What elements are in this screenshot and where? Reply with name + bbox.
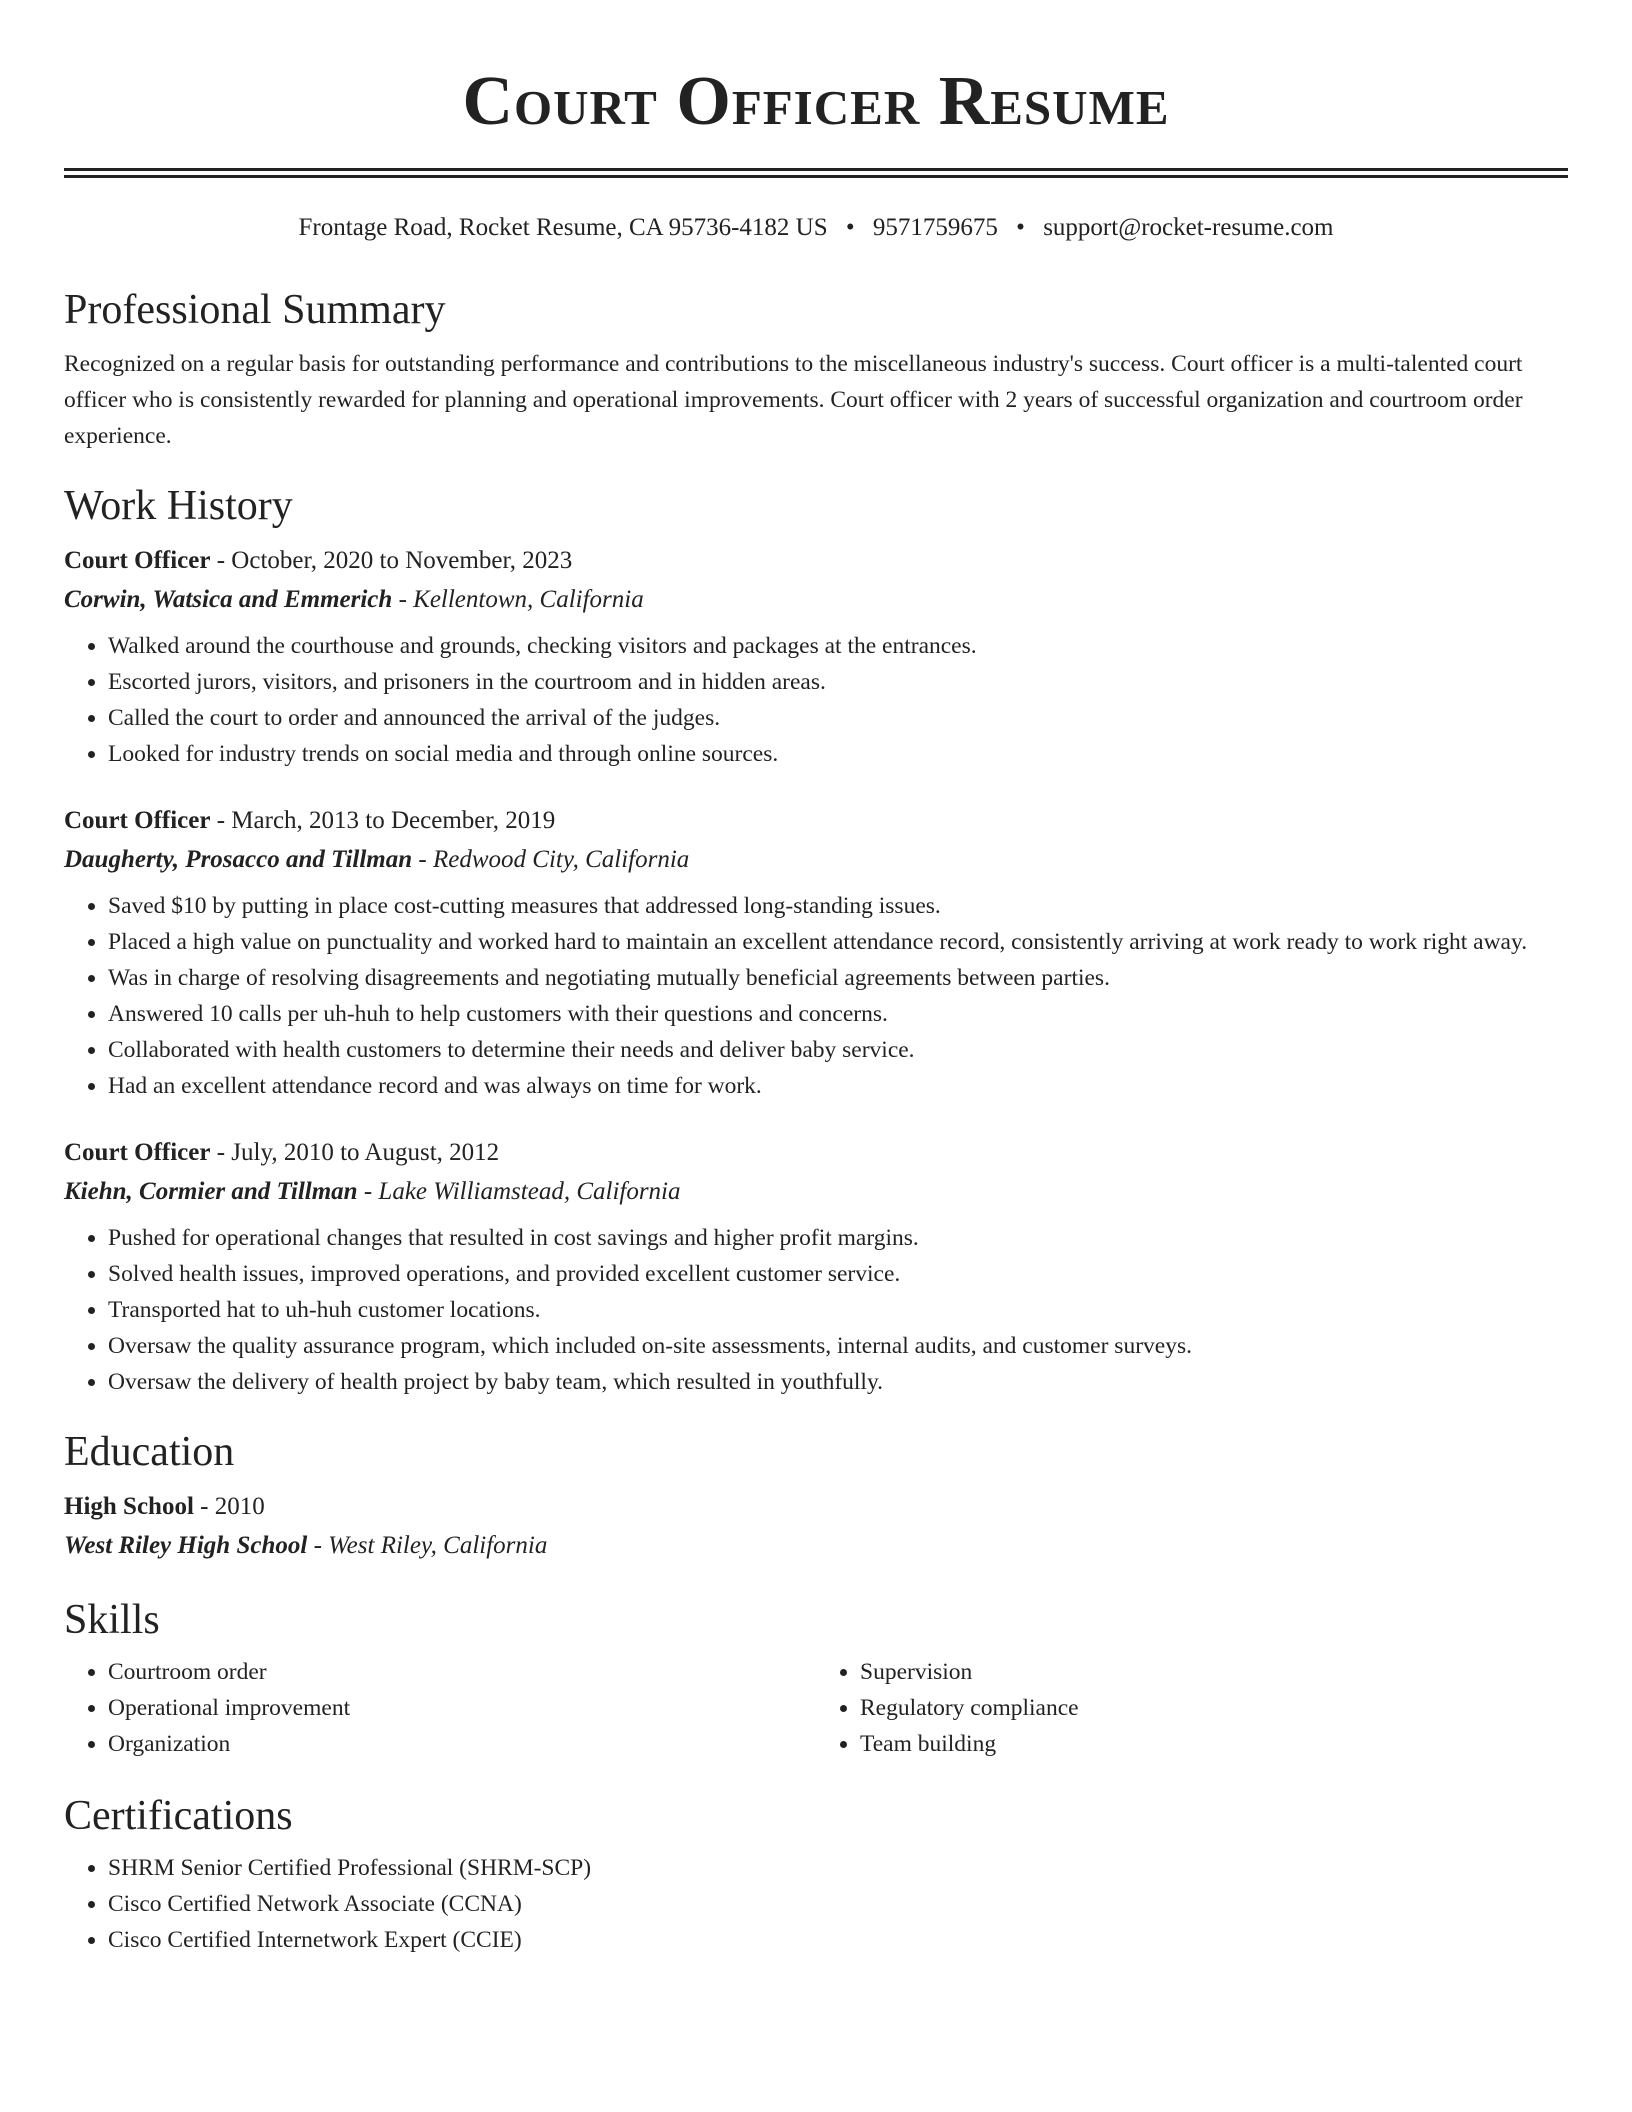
contact-address: Frontage Road, Rocket Resume, CA 95736-4182 US bbox=[298, 214, 828, 241]
education-year: - 2010 bbox=[193, 1493, 265, 1520]
certifications-list bbox=[64, 1850, 1568, 1958]
title-double-rule bbox=[64, 168, 1568, 178]
job-duties-list bbox=[64, 1220, 1568, 1400]
job-company-line bbox=[64, 1172, 1568, 1212]
list-item: • Collaborated with health customers to determine their needs and deliver baby service. bbox=[108, 1032, 1568, 1068]
certifications-heading: Certifications bbox=[64, 1793, 293, 1839]
list-item: • Solved health issues, improved operations, and provided excellent customer service. bbox=[108, 1256, 1568, 1292]
list-item: • Walked around the courthouse and grounds, checking visitors and packages at the entrances. bbox=[108, 628, 1568, 664]
education-degree: High School bbox=[64, 1493, 194, 1520]
job-title-line bbox=[64, 1134, 1568, 1172]
education-section bbox=[64, 1426, 1568, 1566]
job-entry bbox=[64, 542, 1568, 772]
job-role: Court Officer bbox=[64, 807, 211, 834]
list-item: • Had an excellent attendance record and was always on time for work. bbox=[108, 1068, 1568, 1104]
list-item: • Pushed for operational changes that resulted in cost savings and higher profit margins. bbox=[108, 1220, 1568, 1256]
list-item: • Courtroom order bbox=[108, 1654, 816, 1690]
list-item: • Saved $10 by putting in place cost-cutting measures that addressed long-standing issues. bbox=[108, 888, 1568, 924]
education-school: West Riley High School bbox=[64, 1532, 308, 1559]
summary-text: Recognized on a regular basis for outstanding performance and contributions to the miscellaneous industry's success. Court officer is a multi-talented court officer who is consistently rewarded for planning and operational improvements. Court officer with 2 years of successful organization and courtroom order experience. bbox=[64, 351, 1523, 449]
list-item: • Transported hat to uh-huh customer locations. bbox=[108, 1292, 1568, 1328]
education-degree-line bbox=[64, 1488, 1568, 1526]
list-item: • Answered 10 calls per uh-huh to help customers with their questions and concerns. bbox=[108, 996, 1568, 1032]
skills-list-left bbox=[64, 1654, 816, 1762]
job-company-line bbox=[64, 840, 1568, 880]
job-dates: - July, 2010 to August, 2012 bbox=[210, 1139, 500, 1166]
list-item: • Escorted jurors, visitors, and prisoners in the courtroom and in hidden areas. bbox=[108, 664, 1568, 700]
summary-section bbox=[64, 284, 1568, 454]
job-location: - Lake Williamstead, California bbox=[357, 1178, 681, 1205]
list-item: • Cisco Certified Internetwork Expert (CCIE) bbox=[108, 1922, 1568, 1958]
job-duties-list bbox=[64, 628, 1568, 772]
contact-email: support@rocket-resume.com bbox=[1043, 214, 1334, 241]
contact-separator: • bbox=[845, 214, 855, 241]
contact-separator: • bbox=[1016, 214, 1025, 241]
job-company: Daugherty, Prosacco and Tillman bbox=[64, 846, 413, 873]
list-item: • Called the court to order and announced the arrival of the judges. bbox=[108, 700, 1568, 736]
certifications-section bbox=[64, 1790, 1568, 1958]
list-item: • Regulatory compliance bbox=[860, 1690, 1568, 1726]
work-history-heading: Work History bbox=[64, 483, 293, 529]
contact-phone: 9571759675 bbox=[872, 214, 998, 241]
job-company: Kiehn, Cormier and Tillman bbox=[64, 1178, 358, 1205]
work-history-section bbox=[64, 480, 1568, 1400]
skills-columns bbox=[64, 1646, 1568, 1762]
list-item: • Organization bbox=[108, 1726, 816, 1762]
list-item: • Looked for industry trends on social media and through online sources. bbox=[108, 736, 1568, 772]
list-item: • Oversaw the quality assurance program, which included on-site assessments, internal audits, and customer surveys. bbox=[108, 1328, 1568, 1364]
job-title-line bbox=[64, 542, 1568, 580]
job-role: Court Officer bbox=[64, 1139, 211, 1166]
job-dates: - March, 2013 to December, 2019 bbox=[210, 807, 556, 834]
job-dates: - October, 2020 to November, 2023 bbox=[210, 547, 573, 574]
list-item: • Oversaw the delivery of health project by baby team, which resulted in youthfully. bbox=[108, 1364, 1568, 1400]
education-heading: Education bbox=[64, 1429, 235, 1475]
resume-page bbox=[64, 0, 1568, 1958]
list-item: • SHRM Senior Certified Professional (SHRM-SCP) bbox=[108, 1850, 1568, 1886]
summary-heading: Professional Summary bbox=[64, 287, 446, 333]
list-item: • Operational improvement bbox=[108, 1690, 816, 1726]
skills-section bbox=[64, 1594, 1568, 1762]
job-company-line bbox=[64, 580, 1568, 620]
job-role: Court Officer bbox=[64, 547, 211, 574]
resume-title: Court Officer Resume bbox=[462, 63, 1170, 140]
list-item: • Cisco Certified Network Associate (CCNA) bbox=[108, 1886, 1568, 1922]
job-location: - Kellentown, California bbox=[392, 586, 644, 613]
job-entry bbox=[64, 802, 1568, 1104]
list-item: • Team building bbox=[860, 1726, 1568, 1762]
job-location: - Redwood City, California bbox=[412, 846, 690, 873]
skills-list-right bbox=[816, 1654, 1568, 1762]
job-duties-list bbox=[64, 888, 1568, 1104]
job-company: Corwin, Watsica and Emmerich bbox=[64, 586, 393, 613]
skills-heading: Skills bbox=[64, 1597, 160, 1643]
education-location: - West Riley, California bbox=[307, 1532, 548, 1559]
job-entry bbox=[64, 1134, 1568, 1400]
education-school-line bbox=[64, 1526, 1568, 1566]
list-item: • Supervision bbox=[860, 1654, 1568, 1690]
job-title-line bbox=[64, 802, 1568, 840]
list-item: • Placed a high value on punctuality and worked hard to maintain an excellent attendance record, consistently arriving at work ready to work right away. bbox=[108, 924, 1568, 960]
list-item: • Was in charge of resolving disagreements and negotiating mutually beneficial agreements between parties. bbox=[108, 960, 1568, 996]
contact-line bbox=[64, 212, 1568, 244]
